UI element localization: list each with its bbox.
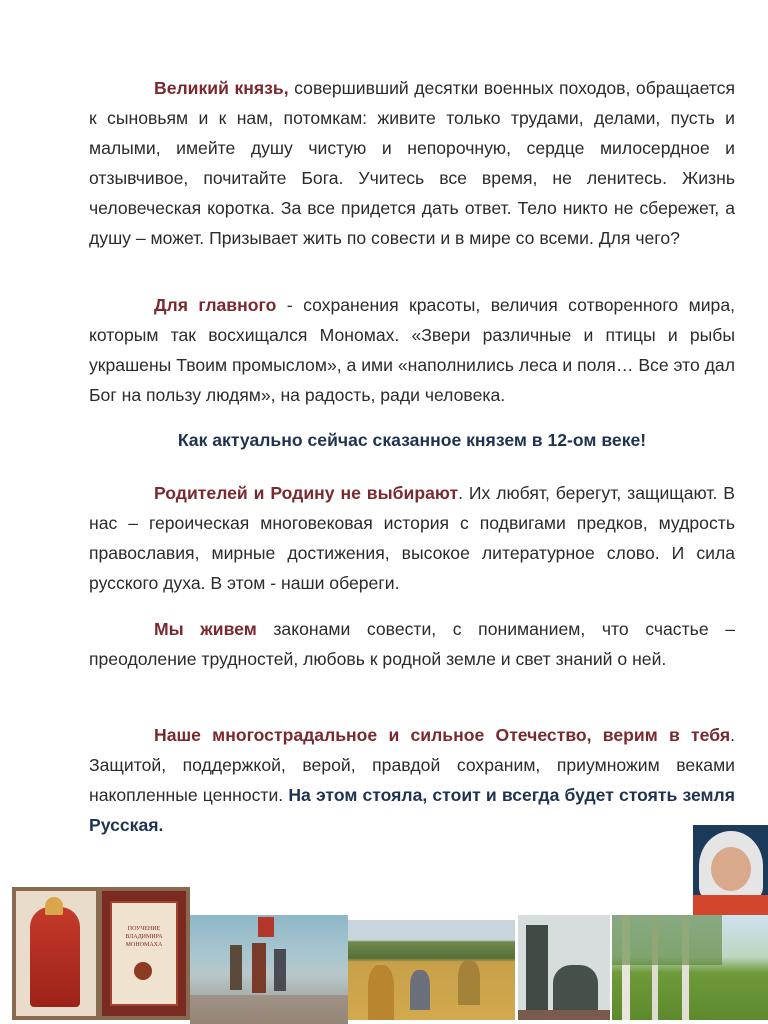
harvest-field-image	[348, 920, 515, 1020]
book-image	[12, 887, 190, 1020]
paragraph-lead: Великий князь,	[154, 78, 289, 98]
paragraph-closing: На этом стояла, стоит и всегда будет стоять земля Русская.	[89, 785, 735, 835]
minin-pozharsky-monument-image	[518, 915, 610, 1020]
paragraph-text: . Защитой, поддержкой, верой, правдой сохраним, приумножим веками накопленные ценности.	[89, 725, 735, 805]
paragraph-lead: Мы живем	[154, 619, 257, 639]
paragraph-grand-prince	[89, 73, 735, 253]
birch-grove-image	[612, 915, 768, 1020]
paragraph-lead: Родителей и Родину не выбирают	[154, 483, 459, 503]
paragraph-lead: Наше многострадальное и сильное Отечество, верим в тебя	[154, 725, 731, 745]
paragraph-we-live	[89, 614, 735, 674]
paragraph-text: совершивший десятки военных походов, обращается к сыновьям и к нам, потомкам: живите только трудами, делами, пусть и малыми, имейте душу чистую и непорочную, сердце милосердное и отзывчивое, почитайте Бога. Учитесь все время, не ленитесь. Жизнь человеческая коротка. За все придется дать ответ. Тело никто не сбережет, а душу – может. Призывает жить по совести и в мире со всеми. Для чего?	[89, 78, 735, 248]
book-title-text: ПОУЧЕНИЕ ВЛАДИМИРА МОНОМАХА	[125, 926, 163, 948]
paragraph-fatherland	[89, 720, 735, 840]
paragraph-parents-homeland	[89, 478, 735, 598]
paragraph-lead: Для главного	[154, 295, 277, 315]
paragraph-text: законами совести, с пониманием, что счастье – преодоление трудностей, любовь к родной земле и свет знаний о ней.	[89, 619, 735, 669]
section-heading: Как актуально сейчас сказанное князем в 12-ом веке!	[177, 430, 647, 450]
paragraph-text: . Их любят, берегут, защищают. В нас – героическая многовековая история с подвигами предков, мудрость православия, мирные достижения, высокое литературное слово. И сила русского духа. В этом - наши обереги.	[89, 483, 735, 593]
paragraph-main-purpose	[89, 290, 735, 410]
battle-painting-image	[190, 915, 348, 1024]
gagarin-portrait-image	[693, 825, 768, 915]
paragraph-text: - сохранения красоты, величия сотворенного мира, которым так восхищался Мономах. «Звери различные и птицы и рыбы украшены Твоим промыслом», а ими «наполнились леса и поля… Все это дал Бог на пользу людям», на радость, ради человека.	[89, 295, 735, 405]
